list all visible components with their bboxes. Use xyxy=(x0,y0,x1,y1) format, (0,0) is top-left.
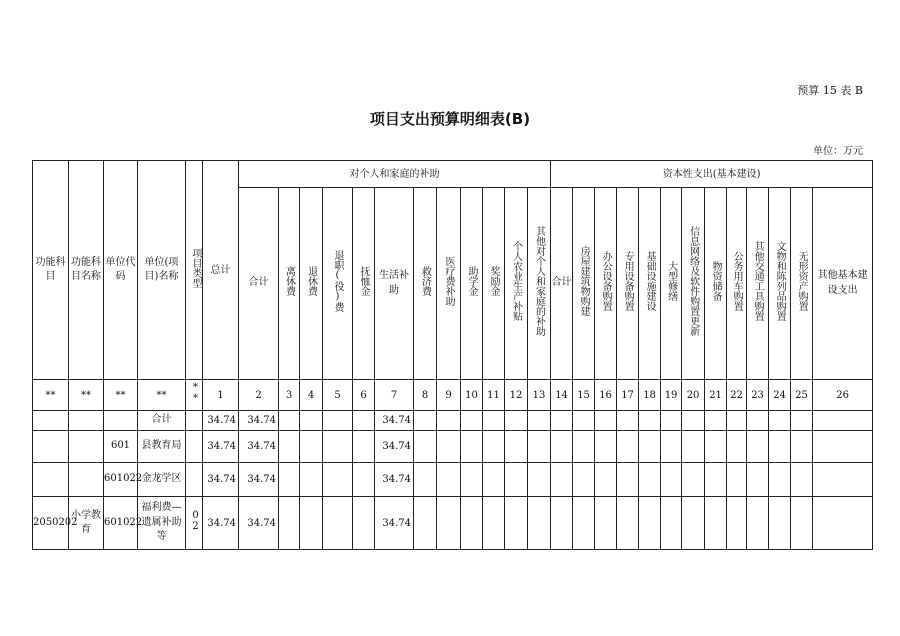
column-number: 1 xyxy=(203,380,239,411)
personal-col-9: 助学金 xyxy=(461,188,483,380)
empty-cell xyxy=(769,497,791,550)
project-type-cell: 02 xyxy=(186,497,203,550)
column-number: 16 xyxy=(595,380,617,411)
capital-col-8: 物资储备 xyxy=(705,188,727,380)
empty-cell xyxy=(300,497,323,550)
table-code: 预算 15 表 B xyxy=(797,84,863,97)
column-number: 20 xyxy=(682,380,705,411)
empty-cell xyxy=(279,463,300,497)
empty-cell xyxy=(461,431,483,463)
empty-cell xyxy=(727,411,747,431)
empty-cell xyxy=(813,497,873,550)
empty-cell xyxy=(813,463,873,497)
column-number: 7 xyxy=(375,380,414,411)
page-title: 项目支出预算明细表(B) xyxy=(369,110,531,128)
empty-cell xyxy=(414,463,437,497)
capital-col-9: 公务用车购置 xyxy=(727,188,747,380)
empty-cell xyxy=(505,497,528,550)
column-number: 10 xyxy=(461,380,483,411)
column-number: 5 xyxy=(323,380,353,411)
empty-cell xyxy=(528,411,551,431)
capital-col-10: 其他交通工具购置 xyxy=(747,188,769,380)
unit-code-cell: 601 xyxy=(104,431,138,463)
empty-cell xyxy=(639,431,661,463)
budget-table xyxy=(32,160,873,550)
empty-cell xyxy=(747,463,769,497)
header-func-subject: 功能科目 xyxy=(33,161,69,380)
func-name-cell xyxy=(69,411,104,431)
empty-cell xyxy=(551,431,573,463)
empty-cell xyxy=(300,431,323,463)
column-number: 18 xyxy=(639,380,661,411)
empty-cell xyxy=(437,411,461,431)
empty-cell xyxy=(573,463,595,497)
empty-cell xyxy=(551,497,573,550)
column-number: 21 xyxy=(705,380,727,411)
empty-cell xyxy=(414,497,437,550)
empty-cell xyxy=(705,497,727,550)
empty-cell xyxy=(617,431,639,463)
empty-cell xyxy=(617,463,639,497)
column-number: 13 xyxy=(528,380,551,411)
personal-col-8: 医疗费补助 xyxy=(437,188,461,380)
empty-cell xyxy=(551,411,573,431)
empty-cell xyxy=(300,463,323,497)
capital-col-3: 办公设备购置 xyxy=(595,188,617,380)
empty-cell xyxy=(279,431,300,463)
capital-col-4: 专用设备购置 xyxy=(617,188,639,380)
table-body xyxy=(33,411,873,550)
empty-cell xyxy=(769,463,791,497)
column-number: 14 xyxy=(551,380,573,411)
empty-cell xyxy=(300,411,323,431)
func-name-cell: 小学教育 xyxy=(69,497,104,550)
column-number: 6 xyxy=(353,380,375,411)
header-func-subject-name: 功能科目名称 xyxy=(69,161,104,380)
living-subsidy-cell: 34.74 xyxy=(375,431,414,463)
empty-cell xyxy=(483,497,505,550)
func-name-cell xyxy=(69,463,104,497)
personal-col-1: 合计 xyxy=(239,188,279,380)
empty-cell xyxy=(639,463,661,497)
personal-col-12: 其他对个人和家庭的补助 xyxy=(528,188,551,380)
personal-col-5: 抚恤金 xyxy=(353,188,375,380)
column-number: 11 xyxy=(483,380,505,411)
empty-cell xyxy=(437,431,461,463)
empty-cell xyxy=(727,497,747,550)
total-cell: 34.74 xyxy=(203,431,239,463)
unit-code-cell: 601022 xyxy=(104,463,138,497)
personal-col-3: 退休费 xyxy=(300,188,323,380)
column-number: 19 xyxy=(661,380,682,411)
capital-col-1: 合计 xyxy=(551,188,573,380)
empty-cell xyxy=(483,463,505,497)
column-number: ** xyxy=(104,380,138,411)
personal-col-6: 生活补助 xyxy=(375,188,414,380)
empty-cell xyxy=(528,497,551,550)
empty-cell xyxy=(661,497,682,550)
empty-cell xyxy=(791,411,813,431)
header-unit-name: 单位(项目)名称 xyxy=(138,161,186,380)
empty-cell xyxy=(279,497,300,550)
func-code-cell xyxy=(33,463,69,497)
empty-cell xyxy=(705,463,727,497)
header-group-personal: 对个人和家庭的补助 xyxy=(239,161,551,188)
column-number: 15 xyxy=(573,380,595,411)
empty-cell xyxy=(682,431,705,463)
column-number: 17 xyxy=(617,380,639,411)
empty-cell xyxy=(682,463,705,497)
personal-total-cell: 34.74 xyxy=(239,497,279,550)
empty-cell xyxy=(323,497,353,550)
empty-cell xyxy=(791,431,813,463)
capital-col-7: 信息网络及软件购置更新 xyxy=(682,188,705,380)
empty-cell xyxy=(813,411,873,431)
column-number: 24 xyxy=(769,380,791,411)
empty-cell xyxy=(353,497,375,550)
empty-cell xyxy=(573,431,595,463)
empty-cell xyxy=(791,463,813,497)
empty-cell xyxy=(661,431,682,463)
unit-name-cell: 合计 xyxy=(138,411,186,431)
column-number: 25 xyxy=(791,380,813,411)
column-number: ** xyxy=(138,380,186,411)
empty-cell xyxy=(528,463,551,497)
personal-total-cell: 34.74 xyxy=(239,431,279,463)
unit-code-cell: 601022 xyxy=(104,497,138,550)
living-subsidy-cell: 34.74 xyxy=(375,411,414,431)
empty-cell xyxy=(617,497,639,550)
column-number: 4 xyxy=(300,380,323,411)
empty-cell xyxy=(483,411,505,431)
func-code-cell xyxy=(33,431,69,463)
empty-cell xyxy=(639,497,661,550)
empty-cell xyxy=(595,431,617,463)
unit-code-cell xyxy=(104,411,138,431)
capital-col-5: 基础设施建设 xyxy=(639,188,661,380)
unit-name-cell: 金龙学区 xyxy=(138,463,186,497)
empty-cell xyxy=(705,411,727,431)
header-project-type: 项目类型 xyxy=(186,161,203,380)
project-type-cell xyxy=(186,431,203,463)
empty-cell xyxy=(528,431,551,463)
empty-cell xyxy=(769,431,791,463)
func-code-cell: 2050202 xyxy=(33,497,69,550)
table-row xyxy=(33,431,873,463)
empty-cell xyxy=(279,411,300,431)
column-number: 9 xyxy=(437,380,461,411)
unit-name-cell: 县教育局 xyxy=(138,431,186,463)
personal-col-2: 离休费 xyxy=(279,188,300,380)
empty-cell xyxy=(573,497,595,550)
project-type-cell xyxy=(186,411,203,431)
func-name-cell xyxy=(69,431,104,463)
empty-cell xyxy=(682,497,705,550)
column-number: 23 xyxy=(747,380,769,411)
empty-cell xyxy=(747,497,769,550)
empty-cell xyxy=(323,431,353,463)
empty-cell xyxy=(813,431,873,463)
header-total: 总计 xyxy=(203,161,239,380)
empty-cell xyxy=(727,431,747,463)
empty-cell xyxy=(461,411,483,431)
column-number-row xyxy=(33,380,873,411)
total-cell: 34.74 xyxy=(203,463,239,497)
living-subsidy-cell: 34.74 xyxy=(375,497,414,550)
empty-cell xyxy=(769,411,791,431)
table-row xyxy=(33,497,873,550)
empty-cell xyxy=(437,497,461,550)
column-number: 3 xyxy=(279,380,300,411)
total-cell: 34.74 xyxy=(203,497,239,550)
empty-cell xyxy=(323,411,353,431)
empty-cell xyxy=(595,497,617,550)
column-number: ** xyxy=(69,380,104,411)
empty-cell xyxy=(595,411,617,431)
empty-cell xyxy=(505,411,528,431)
capital-col-6: 大型修缮 xyxy=(661,188,682,380)
empty-cell xyxy=(747,411,769,431)
empty-cell xyxy=(791,497,813,550)
column-number: 26 xyxy=(813,380,873,411)
empty-cell xyxy=(414,431,437,463)
personal-total-cell: 34.74 xyxy=(239,411,279,431)
column-number: ** xyxy=(33,380,69,411)
empty-cell xyxy=(595,463,617,497)
unit-label: 单位：万元 xyxy=(813,146,863,157)
empty-cell xyxy=(639,411,661,431)
capital-col-11: 文物和陈列品购置 xyxy=(769,188,791,380)
header-unit-code: 单位代码 xyxy=(104,161,138,380)
capital-col-2: 房屋建筑物购建 xyxy=(573,188,595,380)
capital-col-12: 无形资产购置 xyxy=(791,188,813,380)
table-row xyxy=(33,463,873,497)
column-number: 8 xyxy=(414,380,437,411)
empty-cell xyxy=(461,463,483,497)
total-cell: 34.74 xyxy=(203,411,239,431)
personal-col-4: 退职(役)费 xyxy=(323,188,353,380)
empty-cell xyxy=(461,497,483,550)
header-group-row xyxy=(33,161,873,188)
personal-col-7: 救济费 xyxy=(414,188,437,380)
project-type-cell xyxy=(186,463,203,497)
empty-cell xyxy=(573,411,595,431)
empty-cell xyxy=(727,463,747,497)
empty-cell xyxy=(747,431,769,463)
personal-col-10: 奖励金 xyxy=(483,188,505,380)
personal-total-cell: 34.74 xyxy=(239,463,279,497)
empty-cell xyxy=(323,463,353,497)
capital-col-13: 其他基本建设支出 xyxy=(813,188,873,380)
empty-cell xyxy=(483,431,505,463)
empty-cell xyxy=(437,463,461,497)
empty-cell xyxy=(353,431,375,463)
column-number: 12 xyxy=(505,380,528,411)
personal-col-11: 个人农业生产补贴 xyxy=(505,188,528,380)
empty-cell xyxy=(353,411,375,431)
header-group-capital: 资本性支出(基本建设) xyxy=(551,161,873,188)
empty-cell xyxy=(353,463,375,497)
empty-cell xyxy=(505,463,528,497)
empty-cell xyxy=(682,411,705,431)
column-number: 22 xyxy=(727,380,747,411)
empty-cell xyxy=(705,431,727,463)
empty-cell xyxy=(617,411,639,431)
column-number: ** xyxy=(186,380,203,411)
empty-cell xyxy=(661,411,682,431)
empty-cell xyxy=(505,431,528,463)
empty-cell xyxy=(551,463,573,497)
unit-name-cell: 福利费—遗属补助等 xyxy=(138,497,186,550)
func-code-cell xyxy=(33,411,69,431)
column-number: 2 xyxy=(239,380,279,411)
empty-cell xyxy=(661,463,682,497)
empty-cell xyxy=(414,411,437,431)
living-subsidy-cell: 34.74 xyxy=(375,463,414,497)
table-row xyxy=(33,411,873,431)
